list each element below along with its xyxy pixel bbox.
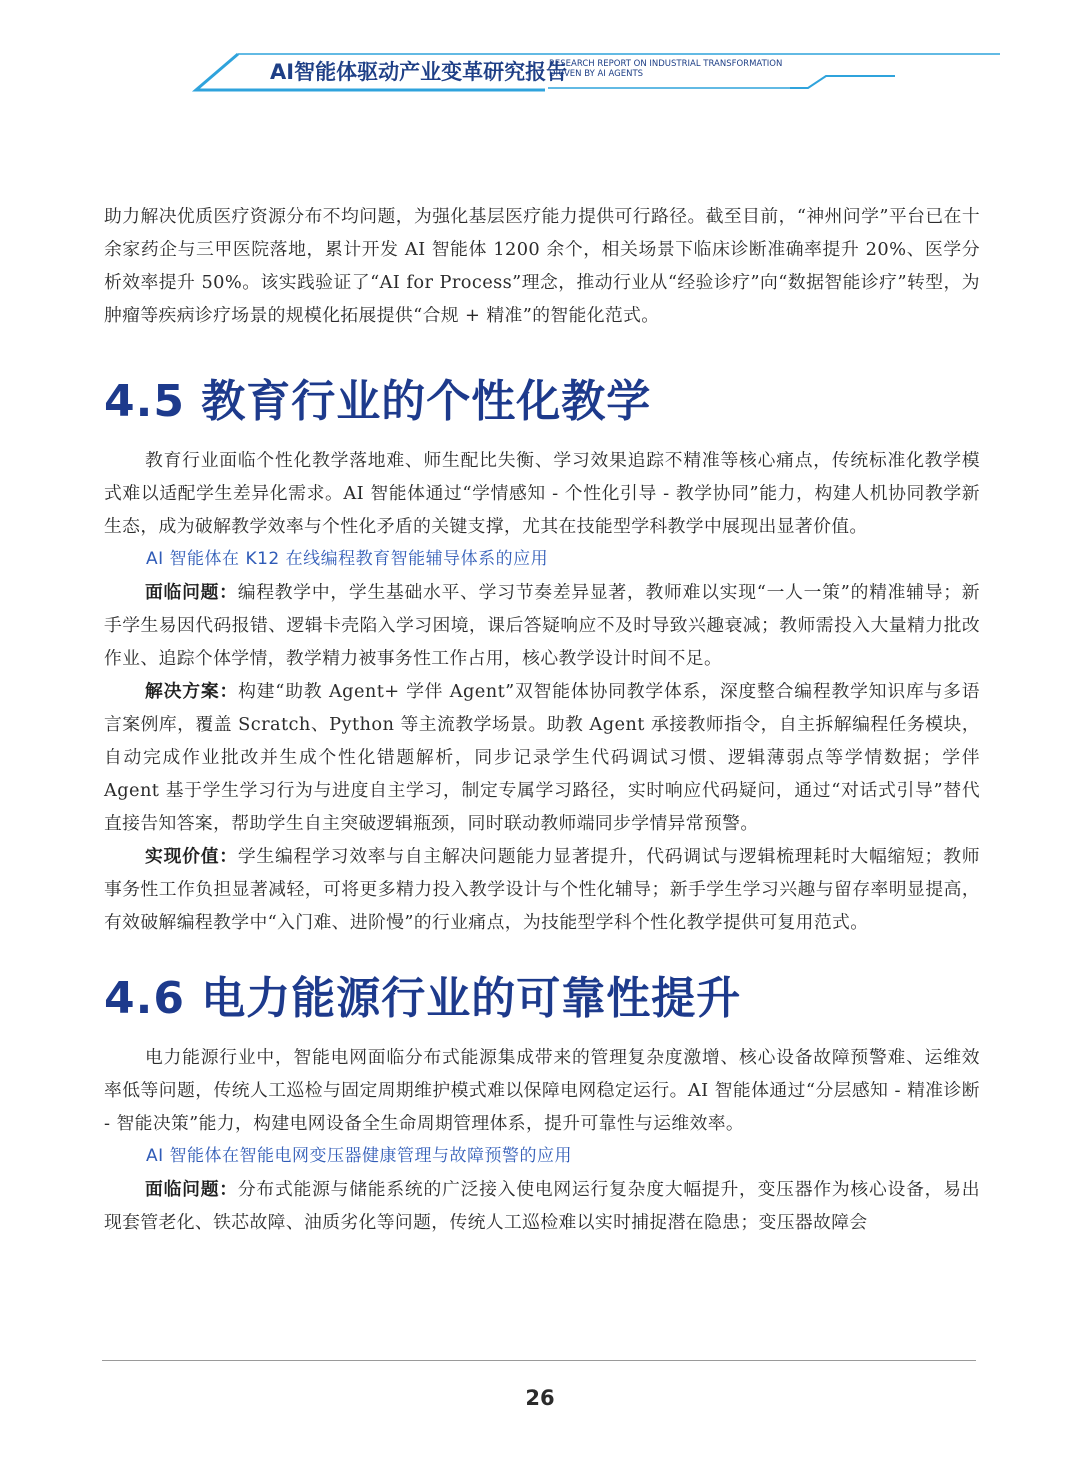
intro-paragraph: 助力解决优质医疗资源分布不均问题，为强化基层医疗能力提供可行路径。截至目前，“神州问学”平台已在十余家药企与三甲医院落地，累计开发 AI 智能体 1200 余个，相关场景下临床诊断准确率提升 20%、医学分析效率提升 50%。该实践验证了“AI for Process”理念，推动行业从“经验诊疗”向“数据智能诊疗”转型，为肿瘤等疾病诊疗场景的规模化拓展提供“合规 + 精准”的智能化范式。 — [104, 206, 980, 326]
header-decoration — [0, 0, 1080, 110]
header-title: AI智能体驱动产业变革研究报告 — [270, 60, 568, 84]
page-header — [0, 0, 1080, 110]
section-4-6-heading: 4.6 电力能源行业的可靠性提升 — [104, 973, 742, 1024]
section-4-5-case-title: AI 智能体在 K12 在线编程教育智能辅导体系的应用 — [146, 549, 549, 569]
problem-label: 面临问题： — [145, 1179, 238, 1200]
value-text: 学生编程学习效率与自主解决问题能力显著提升，代码调试与逻辑梳理耗时大幅缩短；教师事务性工作负担显著减轻，可将更多精力投入教学设计与个性化辅导；新手学生学习兴趣与留存率明显提高，有效破解编程教学中“入门难、进阶慢”的行业痛点，为技能型学科个性化教学提供可复用范式。 — [104, 846, 980, 933]
problem-text: 编程教学中，学生基础水平、学习节奏差异显著，教师难以实现“一人一策”的精准辅导；新手学生易因代码报错、逻辑卡壳陷入学习困境，课后答疑响应不及时导致兴趣衰减；教师需投入大量精力批改作业、追踪个体学情，教学精力被事务性工作占用，核心教学设计时间不足。 — [104, 582, 980, 669]
footer-divider — [102, 1360, 976, 1361]
page-content — [104, 200, 980, 1239]
header-en-line1: RESEARCH REPORT ON INDUSTRIAL TRANSFORMATION — [549, 59, 783, 69]
section-4-5-value — [104, 840, 980, 939]
section-4-5-problem — [104, 576, 980, 675]
header-right-bar — [790, 76, 895, 88]
header-left-bar — [196, 54, 268, 90]
page-number: 26 — [525, 1386, 555, 1410]
section-4-5-intro: 教育行业面临个性化教学落地难、师生配比失衡、学习效果追踪不精准等核心痛点，传统标准化教学模式难以适配学生差异化需求。AI 智能体通过“学情感知 - 个性化引导 - 教学协同”能力，构建人机协同教学新生态，成为破解教学效率与个性化矛盾的关键支撑，尤其在技能型学科教学中展现出显著价值。 — [104, 450, 980, 537]
header-en-line2: DRIVEN BY AI AGENTS — [549, 69, 644, 79]
solution-text: 构建“助教 Agent+ 学伴 Agent”双智能体协同教学体系，深度整合编程教学知识库与多语言案例库，覆盖 Scratch、Python 等主流教学场景。助教 Agent 承接教师指令，自主拆解编程任务模块，自动完成作业批改并生成个性化错题解析，同步记录学生代码调试习惯、逻辑薄弱点等学情数据；学伴 Agent 基于学生学习行为与进度自主学习，制定专属学习路径，实时响应代码疑问，通过“对话式引导”替代直接告知答案，帮助学生自主突破逻辑瓶颈，同时联动教师端同步学情异常预警。 — [104, 681, 980, 834]
section-4-6-case-title: AI 智能体在智能电网变压器健康管理与故障预警的应用 — [146, 1146, 573, 1166]
problem-text: 分布式能源与储能系统的广泛接入使电网运行复杂度大幅提升，变压器作为核心设备，易出现套管老化、铁芯故障、油质劣化等问题，传统人工巡检难以实时捕捉潜在隐患；变压器故障会 — [104, 1179, 980, 1233]
header-en-subtitle — [549, 59, 782, 79]
section-4-5-solution — [104, 675, 980, 840]
section-4-6-problem — [104, 1173, 980, 1239]
section-4-6-intro: 电力能源行业中，智能电网面临分布式能源集成带来的管理复杂度激增、核心设备故障预警难、运维效率低等问题，传统人工巡检与固定周期维护模式难以保障电网稳定运行。AI 智能体通过“分层感知 - 精准诊断 - 智能决策”能力，构建电网设备全生命周期管理体系，提升可靠性与运维效率。 — [104, 1047, 980, 1134]
solution-label: 解决方案： — [145, 681, 239, 702]
section-4-5-heading: 4.5 教育行业的个性化教学 — [104, 376, 652, 427]
problem-label: 面临问题： — [145, 582, 238, 603]
value-label: 实现价值： — [145, 846, 238, 867]
